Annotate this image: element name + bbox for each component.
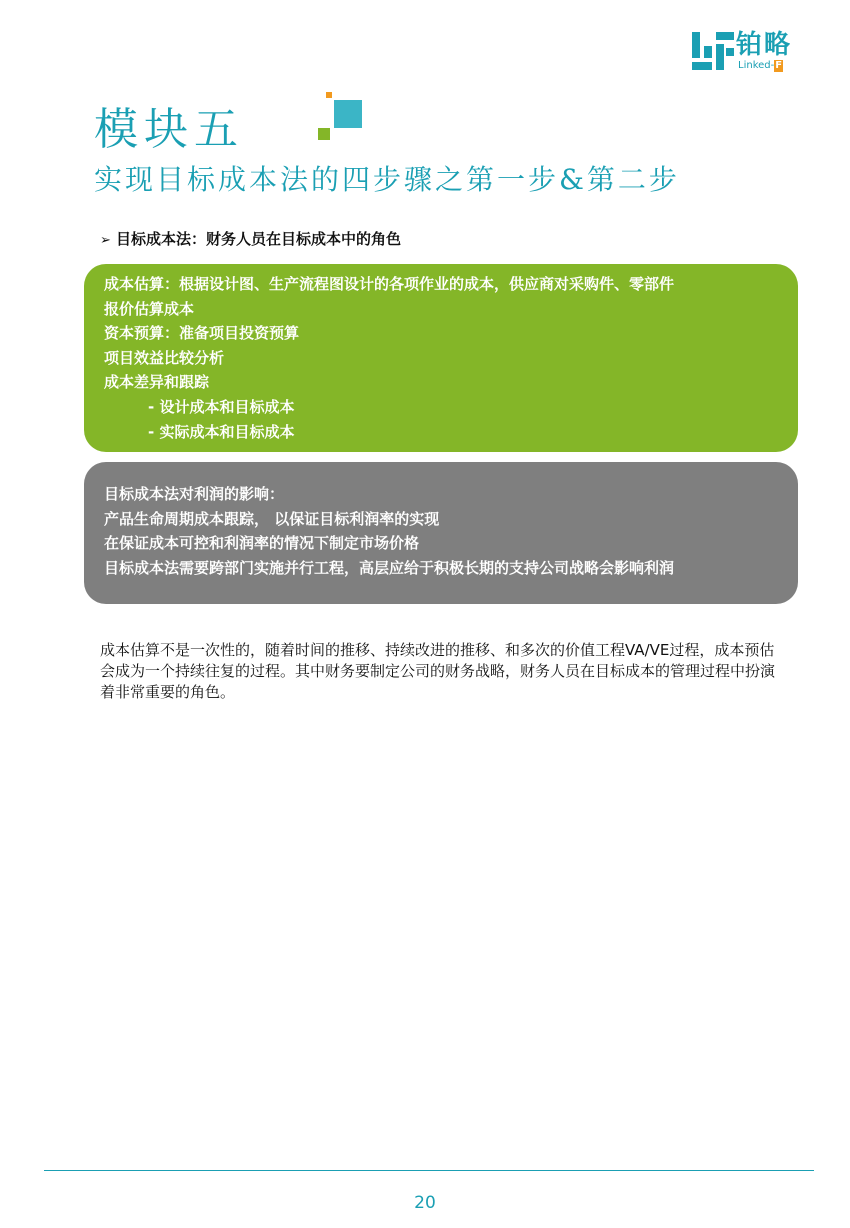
gray-box-line: 在保证成本可控和利润率的情况下制定市场价格 <box>104 534 420 553</box>
page-title: 模块五 <box>94 104 244 155</box>
section-heading <box>100 228 401 252</box>
logo-english-text: Linked-F <box>738 60 783 71</box>
cost-estimation-box <box>84 264 798 452</box>
page-number: 20 <box>414 1193 436 1213</box>
footer-divider <box>44 1170 814 1171</box>
green-box-line: 成本估算：根据设计图、生产流程图设计的各项作业的成本，供应商对采购件、零部件 <box>104 275 675 293</box>
brand-logo <box>692 30 812 74</box>
body-paragraph: 成本估算不是一次性的，随着时间的推移、持续改进的推移、和多次的价值工程VA/VE过程，成本预估会成为一个持续往复的过程。其中财务要制定公司的财务战略，财务人员在目标成本的管理过程中扮演着非常重要的角色。 <box>100 641 776 701</box>
page-subtitle: 实现目标成本法的四步骤之第一步&第二步 <box>94 163 680 196</box>
green-box-line: 报价估算成本 <box>104 299 195 318</box>
profit-impact-box <box>84 462 798 604</box>
green-box-subitem: - 实际成本和目标成本 <box>148 422 295 441</box>
green-box-line: 资本预算：准备项目投资预算 <box>104 324 300 343</box>
gray-box-line: 目标成本法需要跨部门实施并行工程，高层应给于积极长期的支持公司战略会影响利润 <box>104 558 675 577</box>
green-box-subitem: - 设计成本和目标成本 <box>148 397 295 416</box>
gray-box-line: 目标成本法对利润的影响： <box>104 485 285 503</box>
gray-box-line: 产品生命周期成本跟踪， 以保证目标利润率的实现 <box>104 509 440 528</box>
logo-mark-icon <box>692 32 734 72</box>
decorative-squares-icon <box>318 92 364 142</box>
arrow-bullet-icon: ➢ <box>100 233 111 248</box>
logo-chinese-text: 铂略 <box>736 30 793 60</box>
green-box-line: 项目效益比较分析 <box>104 348 225 367</box>
green-box-line: 成本差异和跟踪 <box>104 373 210 392</box>
section-heading-text: 目标成本法：财务人员在目标成本中的角色 <box>116 230 402 248</box>
